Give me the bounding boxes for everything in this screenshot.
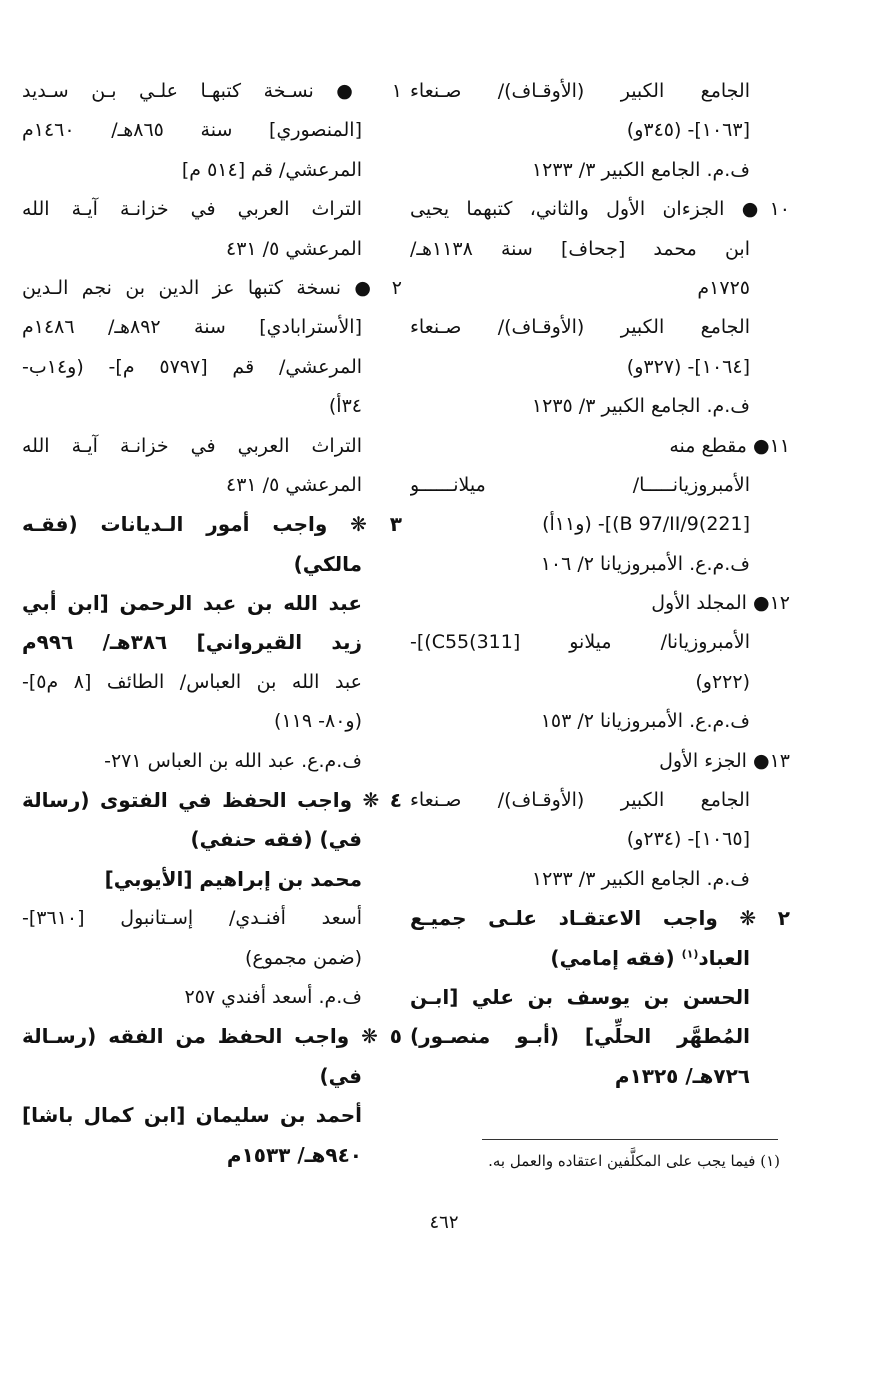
left-column-line [22,348,402,387]
line-text: ٣ ❋ واجب أمور الـديانات (فقـه [22,512,402,537]
line-text: [١٠٦٥]- (٢٣٤و) [626,828,750,851]
line-text: ٢ ● نسخة كتبها عز الدين بن نجم الـدين [22,276,402,299]
line-text: [221)B 97/II/9)]- (و١١أ) [542,513,750,536]
line-text: ابن محمد [جحاف] سنة ١١٣٨هـ/ [410,237,750,260]
left-column-line [22,1096,402,1135]
right-column-line [410,545,790,584]
line-text: ١٠● الجزءان الأول والثاني، كتبهما يحيى [410,198,790,221]
right-column-line [410,348,790,387]
left-column-line [22,584,402,623]
right-column-line [410,663,790,702]
right-column [410,72,790,1096]
line-text: مالكي) [293,551,362,576]
line-text: ١٢● المجلد الأول [651,592,790,615]
line-text: (و٨٠- ١١٩) [274,710,362,733]
line-text: ف.م.ع. الأمبروزيانا ٢/ ١٠٦ [540,552,750,575]
line-text: ١١● مقطع منه [669,434,790,457]
line-text: في) (فقه حنفي) [190,827,362,852]
line-text: ف.م. الجامع الكبير ٣/ ١٢٣٣ [531,867,750,890]
line-text: الحسن بن يوسف بن علي [ابـن [410,984,750,1009]
line-text: المرعشي ٥/ ٤٣١ [226,473,362,496]
footnote-rule [482,1139,778,1140]
footnote: (١) فيما يجب على المكلَّفين اعتقاده والعمل به. [488,1152,780,1170]
right-column-line [410,230,790,269]
line-text: (٢٢٢و) [695,670,750,693]
line-text: أحمد بن سليمان [ابن كمال باشا] [22,1103,362,1128]
line-text: المرعشي/ قم [٥١٤ م] [181,158,362,181]
line-text: المُطهَّر الحلِّي] (أبـو منصـور) [410,1024,750,1049]
right-column-line [410,939,790,978]
footnote-marker: (١) [681,946,699,960]
left-column-line [22,702,402,741]
right-column-line [410,427,790,466]
right-column-line [410,72,790,111]
line-text: ف.م.ع. الأمبروزيانا ٢/ ١٥٣ [540,710,750,733]
line-text: الأمبروزيانا/ ميلانو [311)C55)]- [410,631,750,654]
right-column-line [410,190,790,229]
line-text: الأمبروزيانـــــا/ ميلانــــــو [410,473,750,496]
left-column-line [22,663,402,702]
right-column-line [410,820,790,859]
line-text: عبد الله بن عبد الرحمن [ابن أبي [22,591,362,616]
left-column-line [22,505,402,544]
line-text: في) [319,1063,362,1088]
line-text: زيد القيرواني] ٣٨٦هـ/ ٩٩٦م [22,630,362,655]
right-column-line [410,151,790,190]
line-text: ف.م. الجامع الكبير ٣/ ١٢٣٥ [531,395,750,418]
line-text: ف.م.ع. عبد الله بن العباس ٢٧١- [104,749,362,772]
left-column-line [22,742,402,781]
line-text: [المنصوري] سنة ٨٦٥هـ/ ١٤٦٠م [22,119,362,142]
left-column-line [22,1136,402,1175]
right-column-line [410,623,790,662]
right-column-line [410,899,790,938]
line-text: [١٠٦٣]- (٣٤٥و) [626,119,750,142]
left-column-line [22,978,402,1017]
line-text: المرعشي/ قم [٥٧٩٧ م]- (و١٤ب- [22,355,363,378]
right-column-line [410,1057,790,1096]
left-column-line [22,545,402,584]
line-text: ٢ ❋ واجب الاعتقـاد علـى جميـع [410,906,790,931]
line-text: ٤ ❋ واجب الحفظ في الفتوى (رسالة [22,788,402,813]
line-text: الجامع الكبير (الأوقـاف)/ صـنعاء [410,80,750,102]
line-text: أسعد أفنـدي/ إسـتانبول [٣٦١٠]- [22,907,362,930]
right-column-line [410,860,790,899]
left-column-line [22,860,402,899]
left-column-line [22,111,402,150]
left-column-line [22,623,402,662]
left-column-line [22,1057,402,1096]
line-text: ٩٤٠هـ/ ١٥٣٣م [226,1142,362,1167]
line-text: [١٠٦٤]- (٣٢٧و) [626,355,750,378]
line-text: ٣٤أ) [328,395,362,418]
right-column-line [410,584,790,623]
left-column-line [22,899,402,938]
right-column-line [410,781,790,820]
line-text: [الأسترابادي] سنة ٨٩٢هـ/ ١٤٨٦م [22,316,363,339]
line-text: محمد بن إبراهيم [الأيوبي] [104,866,362,891]
left-column-line [22,781,402,820]
right-column-line [410,505,790,544]
line-text: ٥ ❋ واجب الحفظ من الفقه (رسـالة [22,1024,402,1049]
left-column-line [22,387,402,426]
line-text: ١٣● الجزء الأول [659,749,790,772]
line-text: الجامع الكبير (الأوقـاف)/ صـنعاء [410,316,750,339]
left-column-line [22,269,402,308]
line-text: ف.م. أسعد أفندي ٢٥٧ [184,985,362,1008]
line-text: (ضمن مجموع) [244,946,362,969]
line-text: عبد الله بن العباس/ الطائف [٨ م٥]- [22,670,362,693]
right-column-line [410,702,790,741]
page-number: ٤٦٢ [429,1212,459,1233]
left-column-line [22,427,402,466]
right-column-line [410,1017,790,1056]
left-column-line [22,939,402,978]
right-column-line [410,978,790,1017]
right-column-line [410,742,790,781]
left-column-line [22,820,402,859]
line-text: الجامع الكبير (الأوقـاف)/ صـنعاء [410,789,750,812]
left-column-line [22,72,402,111]
left-column-line [22,466,402,505]
right-column-line [410,269,790,308]
line-text: ٧٢٦هـ/ ١٣٢٥م [614,1063,750,1088]
left-column-line [22,151,402,190]
line-text: المرعشي ٥/ ٤٣١ [226,237,362,260]
left-column-line [22,1017,402,1056]
line-text: التراث العربي في خزانـة آيـة الله [22,198,362,221]
right-column-line [410,111,790,150]
line-text-after: (فقه إمامي) [550,945,682,970]
right-column-line [410,466,790,505]
left-column-line [22,230,402,269]
left-column [22,72,402,1175]
line-text: ف.م. الجامع الكبير ٣/ ١٢٣٣ [531,158,750,181]
line-text: ١٧٢٥م [697,276,750,299]
line-text: التراث العربي في خزانـة آيـة الله [22,434,362,457]
line-text: ١ ● نسـخة كتبهـا علـي بـن سـديد [22,80,402,102]
right-column-line [410,308,790,347]
left-column-line [22,308,402,347]
right-column-line [410,387,790,426]
left-column-line [22,190,402,229]
line-text: العباد [698,945,750,970]
